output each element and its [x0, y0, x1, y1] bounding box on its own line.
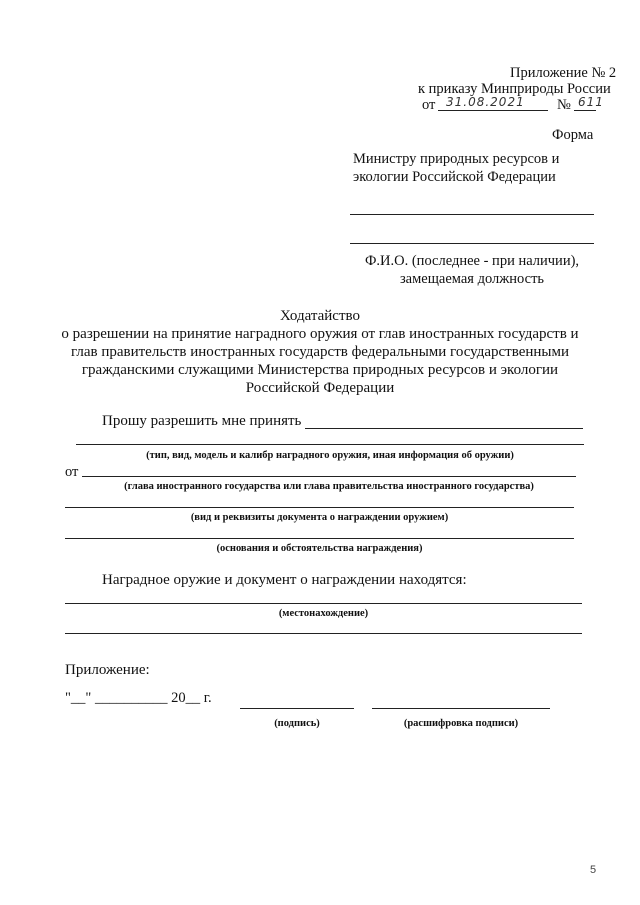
attachment-label: Приложение:	[65, 662, 150, 678]
title-line-3: гражданскими служащими Министерства природных ресурсов и экологии	[81, 362, 559, 378]
weapon-blank-line	[76, 444, 584, 445]
title-line-4: Российской Федерации	[245, 380, 395, 396]
form-label: Форма	[552, 127, 594, 143]
location-text: Наградное оружие и документ о награждении находятся:	[102, 572, 467, 588]
appendix-number: Приложение № 2	[510, 65, 617, 81]
document-blank-line	[65, 507, 574, 508]
request-text: Прошу разрешить мне принять	[102, 413, 302, 429]
title-line-1: о разрешении на принятие наградного оружия от глав иностранных государств и	[61, 326, 579, 342]
from-blank-line	[82, 476, 576, 477]
grounds-hint: (основания и обстоятельства награждения)	[216, 543, 423, 554]
signature-date: "__" __________ 20__ г.	[65, 690, 212, 706]
weapon-hint: (тип, вид, модель и калибр наградного оружия, иная информация об оружии)	[146, 450, 514, 461]
location-blank-line-2	[65, 633, 582, 634]
fio-blank-line-1	[350, 214, 594, 215]
from-label: от	[65, 464, 79, 480]
date-underline	[438, 110, 548, 111]
addressee-line-1: Министру природных ресурсов и	[353, 151, 560, 167]
order-number: 611	[578, 95, 604, 109]
order-reference: к приказу Минприроды России	[418, 81, 611, 97]
location-blank-line	[65, 603, 582, 604]
weapon-blank-inline	[305, 428, 583, 429]
date-prefix: от	[422, 97, 436, 113]
number-prefix: №	[557, 97, 571, 113]
page-number: 5	[590, 864, 597, 876]
grounds-blank-line	[65, 538, 574, 539]
document-heading: Ходатайство	[280, 308, 360, 324]
fio-hint-line-2: замещаемая должность	[399, 271, 545, 287]
decoding-hint: (расшифровка подписи)	[403, 718, 519, 729]
document-hint: (вид и реквизиты документа о награждении оружием)	[190, 512, 449, 523]
addressee-line-2: экологии Российской Федерации	[353, 169, 556, 185]
location-hint: (местонахождение)	[278, 608, 369, 619]
number-underline	[574, 110, 596, 111]
title-line-2: глав правительств иностранных государств федеральными государственными	[70, 344, 570, 360]
decoding-blank-line	[372, 708, 550, 709]
fio-blank-line-2	[350, 243, 594, 244]
from-hint: (глава иностранного государства или глава правительства иностранного государства)	[124, 481, 534, 492]
order-date: 31.08.2021	[446, 95, 525, 109]
fio-hint-line-1: Ф.И.О. (последнее - при наличии),	[364, 253, 580, 269]
signature-blank-line	[240, 708, 354, 709]
signature-hint: (подпись)	[274, 718, 320, 729]
